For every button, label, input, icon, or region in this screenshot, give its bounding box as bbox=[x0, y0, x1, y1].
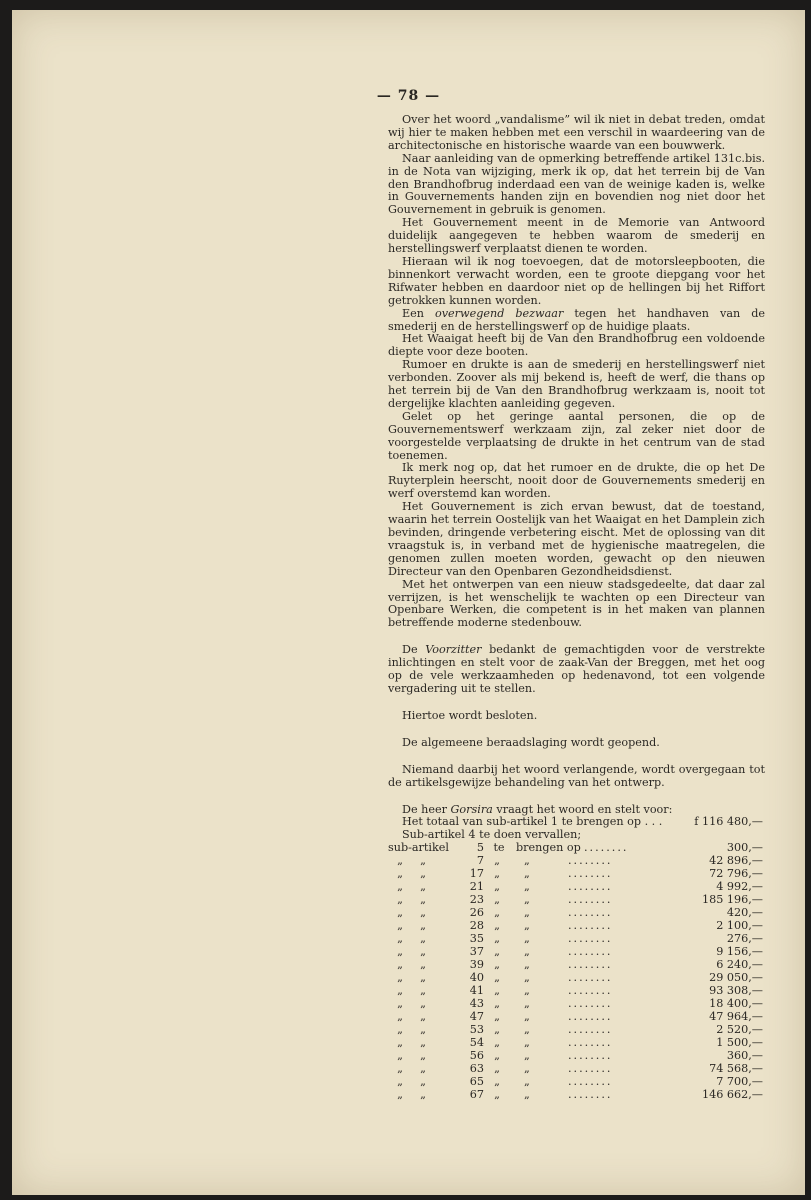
sub-article-number: 40 bbox=[469, 971, 484, 985]
sub-article-number: 17 bbox=[469, 867, 484, 881]
ditto-mark: „ bbox=[524, 919, 530, 933]
ditto-mark: „ bbox=[494, 971, 500, 985]
sub-article-amount: 42 896,— bbox=[709, 854, 763, 868]
sub-article-number: 37 bbox=[469, 945, 484, 959]
emphasis: Voorzitter bbox=[425, 643, 482, 657]
ditto-mark: „ bbox=[494, 1010, 500, 1024]
paragraph-besloten: Hiertoe wordt besloten. bbox=[402, 708, 538, 722]
ditto-mark: „ bbox=[397, 958, 403, 972]
total-text: Het totaal van sub-artikel 1 te brengen op . . . bbox=[402, 815, 663, 829]
sub-article-row bbox=[388, 1024, 765, 1037]
ditto-mark: „ bbox=[524, 984, 530, 998]
ditto-mark: „ bbox=[397, 984, 403, 998]
leader-dots: ........ bbox=[568, 907, 613, 920]
paragraph: Met het ontwerpen van een nieuw stadsgedeelte, dat daar zal verrijzen, is het wenschelijk te wachten op een Directeur van Openbare Werken, die competent is in het maken van plannen betreffende moderne stedenbouw. bbox=[388, 577, 765, 630]
leader-dots: ........ bbox=[568, 868, 613, 881]
sub-article-amount: 2 520,— bbox=[716, 1023, 763, 1037]
sub-article-row bbox=[388, 1089, 765, 1102]
sub-article-number: 54 bbox=[469, 1036, 484, 1050]
page-number: — 78 — bbox=[376, 88, 441, 104]
sub-article-amount: 1 500,— bbox=[716, 1036, 763, 1050]
text-run: vraagt het woord en stelt voor: bbox=[492, 802, 673, 816]
sub-article-amount: 9 156,— bbox=[716, 945, 763, 959]
ditto-mark: „ bbox=[397, 1010, 403, 1024]
paragraph-beraadslaging: De algemeene beraadslaging wordt geopend. bbox=[402, 735, 660, 749]
sub-article-number: 7 bbox=[476, 854, 484, 868]
sub-article-number: 26 bbox=[469, 906, 484, 920]
sub-article-row bbox=[388, 946, 765, 959]
text-run: bedankt de gemachtigden voor de verstrekte inlichtingen en stelt voor de zaak-Van der Breggen, met het oog op de vele werkzaamheden op hedenavond, tot een volgende vergadering uit te stellen. bbox=[388, 643, 765, 695]
ditto-mark: „ bbox=[420, 906, 426, 920]
ditto-mark: „ bbox=[420, 1023, 426, 1037]
ditto-mark: „ bbox=[494, 1036, 500, 1050]
ditto-mark: „ bbox=[524, 1062, 530, 1076]
ditto-mark: „ bbox=[420, 1036, 426, 1050]
leader-dots: ........ bbox=[584, 842, 629, 855]
document-page bbox=[12, 10, 805, 1195]
leader-dots: ........ bbox=[568, 1089, 613, 1102]
sub-article-row bbox=[388, 907, 765, 920]
sub-article-amount: 146 662,— bbox=[701, 1088, 763, 1102]
ditto-mark: „ bbox=[524, 1088, 530, 1102]
ditto-mark: „ bbox=[420, 1075, 426, 1089]
sub-article-row bbox=[388, 894, 765, 907]
text-run: De bbox=[402, 643, 426, 657]
ditto-mark: „ bbox=[494, 1075, 500, 1089]
ditto-mark: „ bbox=[420, 971, 426, 985]
paragraph: Over het woord „vandalisme” wil ik niet in debat treden, omdat wij hier te maken hebben met een verschil in waardeering van de architectonische en historische waarde van een bouwwerk. bbox=[388, 113, 765, 152]
paragraph: Het Waaigat heeft bij de Van den Brandhofbrug een voldoende diepte voor deze booten. bbox=[388, 332, 765, 359]
ditto-mark: „ bbox=[524, 880, 530, 894]
ditto-mark: „ bbox=[524, 906, 530, 920]
leader-dots: ........ bbox=[568, 1076, 613, 1089]
ditto-mark: „ bbox=[397, 1049, 403, 1063]
sub-article-number: 67 bbox=[469, 1088, 484, 1102]
ditto-mark: „ bbox=[524, 971, 530, 985]
sub-article-label: sub-artikel bbox=[388, 841, 449, 855]
paragraph: Naar aanleiding van de opmerking betreffende artikel 131c.bis. in de Nota van wijziging, merk ik op, dat het terrein bij de Van den Brandhofbrug inderdaad een van de weinige kaden is, welke in Gouvernements handen zijn en bovendien nog niet door het Gouvernement in gebruik is genomen. bbox=[388, 151, 765, 217]
paragraph: Hieraan wil ik nog toevoegen, dat de motorsleepbooten, die binnenkort verwacht worden, een te groote diepgang voor het Rifwater hebben en daardoor niet op de hellingen bij het Riffort getrokken kunnen worden. bbox=[388, 254, 765, 307]
sub-article-amount: 360,— bbox=[726, 1049, 763, 1063]
sub-article-number: 21 bbox=[469, 880, 484, 894]
sub-article-number: 5 bbox=[476, 841, 484, 855]
ditto-mark: „ bbox=[494, 984, 500, 998]
ditto-mark: „ bbox=[524, 867, 530, 881]
leader-dots: ........ bbox=[568, 959, 613, 972]
ditto-mark: „ bbox=[420, 984, 426, 998]
ditto-mark: „ bbox=[420, 997, 426, 1011]
sub-article-number: 39 bbox=[469, 958, 484, 972]
ditto-mark: „ bbox=[420, 1062, 426, 1076]
sub-article-row bbox=[388, 868, 765, 881]
sub-article-number: 43 bbox=[469, 997, 484, 1011]
ditto-mark: „ bbox=[397, 1088, 403, 1102]
ditto-mark: „ bbox=[397, 971, 403, 985]
ditto-mark: „ bbox=[524, 1023, 530, 1037]
ditto-mark: „ bbox=[397, 919, 403, 933]
ditto-mark: „ bbox=[420, 880, 426, 894]
sub-article-row bbox=[388, 1037, 765, 1050]
ditto-mark: „ bbox=[397, 1023, 403, 1037]
ditto-mark: „ bbox=[524, 932, 530, 946]
sub-article-amount: 185 196,— bbox=[701, 893, 763, 907]
ditto-mark: „ bbox=[397, 854, 403, 868]
paragraph: Het Gouvernement is zich ervan bewust, dat de toestand, waarin het terrein Oostelijk van het Waaigat en het Damplein zich bevinden, dringende verbetering eischt. Met de oplossing van dit vraagstuk is, in verband met de hygienische maatregelen, die genomen zullen moeten worden, gewacht op den nieuwen Directeur van den Openbaren Gezondheidsdienst. bbox=[388, 500, 765, 578]
ditto-mark: „ bbox=[494, 997, 500, 1011]
ditto-mark: „ bbox=[397, 867, 403, 881]
leader-dots: ........ bbox=[568, 946, 613, 959]
leader-dots: ........ bbox=[568, 933, 613, 946]
ditto-mark: „ bbox=[524, 997, 530, 1011]
ditto-mark: „ bbox=[397, 932, 403, 946]
ditto-mark: „ bbox=[524, 1049, 530, 1063]
sub-article-row bbox=[388, 933, 765, 946]
leader-dots: ........ bbox=[568, 985, 613, 998]
te-word: te bbox=[493, 841, 505, 855]
ditto-mark: „ bbox=[494, 906, 500, 920]
text-run: De heer bbox=[402, 802, 451, 816]
ditto-mark: „ bbox=[397, 906, 403, 920]
sub-article-number: 63 bbox=[469, 1062, 484, 1076]
sub-article-amount: 72 796,— bbox=[709, 867, 763, 881]
sub-article-amount: 29 050,— bbox=[709, 971, 763, 985]
leader-dots: ........ bbox=[568, 855, 613, 868]
paragraph-niemand: Niemand daarbij het woord verlangende, wordt overgegaan tot de artikelsgewijze behandeling van het ontwerp. bbox=[388, 762, 765, 789]
emphasis: overwegend bezwaar bbox=[435, 306, 564, 320]
ditto-mark: „ bbox=[494, 919, 500, 933]
leader-dots: ........ bbox=[568, 1024, 613, 1037]
sub-article-number: 56 bbox=[469, 1049, 484, 1063]
ditto-mark: „ bbox=[524, 893, 530, 907]
leader-dots: ........ bbox=[568, 920, 613, 933]
ditto-mark: „ bbox=[420, 1088, 426, 1102]
sub-article-row bbox=[388, 920, 765, 933]
ditto-mark: „ bbox=[494, 1062, 500, 1076]
sub-article-list bbox=[388, 855, 765, 1102]
ditto-mark: „ bbox=[397, 880, 403, 894]
paragraph: Gelet op het geringe aantal personen, die op de Gouvernementswerf werkzaam zijn, zal zeker niet door de voorgestelde verplaatsing de drukte in het centrum van de stad toenemen. bbox=[388, 409, 765, 462]
leader-dots: ........ bbox=[568, 972, 613, 985]
ditto-mark: „ bbox=[524, 1010, 530, 1024]
brengen-op: brengen op bbox=[516, 841, 581, 855]
ditto-mark: „ bbox=[494, 893, 500, 907]
ditto-mark: „ bbox=[524, 854, 530, 868]
ditto-mark: „ bbox=[397, 1036, 403, 1050]
ditto-mark: „ bbox=[494, 1088, 500, 1102]
ditto-mark: „ bbox=[524, 1075, 530, 1089]
sub-article-amount: 420,— bbox=[726, 906, 763, 920]
ditto-mark: „ bbox=[397, 1075, 403, 1089]
ditto-mark: „ bbox=[420, 893, 426, 907]
ditto-mark: „ bbox=[397, 1062, 403, 1076]
paragraph: Het Gouvernement meent in de Memorie van Antwoord duidelijk aangegeven te hebben waarom de smederij en herstellingswerf verplaatst dienen te worden. bbox=[388, 216, 765, 256]
sub-article-amount: 2 100,— bbox=[716, 919, 763, 933]
paragraph: Ik merk nog op, dat het rumoer en de drukte, die op het De Ruyterplein heerscht, nooit door de Gouvernements smederij en werf overstemd kan worden. bbox=[388, 461, 765, 501]
ditto-mark: „ bbox=[420, 867, 426, 881]
ditto-mark: „ bbox=[420, 919, 426, 933]
total-amount: f 116 480,— bbox=[694, 815, 763, 829]
ditto-mark: „ bbox=[524, 945, 530, 959]
sub-article-number: 28 bbox=[469, 919, 484, 933]
sub-article-amount: 74 568,— bbox=[709, 1062, 763, 1076]
leader-dots: ........ bbox=[568, 894, 613, 907]
ditto-mark: „ bbox=[494, 1023, 500, 1037]
sub-article-number: 23 bbox=[469, 893, 484, 907]
sub-article-amount: 7 700,— bbox=[716, 1075, 763, 1089]
sub-article-amount: 18 400,— bbox=[709, 997, 763, 1011]
ditto-mark: „ bbox=[494, 854, 500, 868]
leader-dots: ........ bbox=[568, 1050, 613, 1063]
amendment-block bbox=[388, 804, 765, 1103]
ditto-mark: „ bbox=[420, 932, 426, 946]
leader-dots: ........ bbox=[568, 1011, 613, 1024]
ditto-mark: „ bbox=[494, 880, 500, 894]
leader-dots: ........ bbox=[568, 998, 613, 1011]
ditto-mark: „ bbox=[524, 1036, 530, 1050]
sub-article-amount: 47 964,— bbox=[709, 1010, 763, 1024]
ditto-mark: „ bbox=[397, 893, 403, 907]
ditto-mark: „ bbox=[397, 945, 403, 959]
ditto-mark: „ bbox=[494, 867, 500, 881]
ditto-mark: „ bbox=[420, 854, 426, 868]
sub-article-amount: 93 308,— bbox=[709, 984, 763, 998]
ditto-mark: „ bbox=[397, 997, 403, 1011]
ditto-mark: „ bbox=[494, 958, 500, 972]
ditto-mark: „ bbox=[420, 945, 426, 959]
leader-dots: ........ bbox=[568, 1037, 613, 1050]
sub-article-number: 41 bbox=[469, 984, 484, 998]
leader-dots: ........ bbox=[568, 881, 613, 894]
sub-article-amount: 4 992,— bbox=[716, 880, 763, 894]
sub-article-amount: 6 240,— bbox=[716, 958, 763, 972]
emphasis: Gorsira bbox=[450, 802, 493, 816]
sub-article-number: 65 bbox=[469, 1075, 484, 1089]
body-text bbox=[388, 114, 765, 1102]
text-run: tegen het handhaven van de smederij en de herstellingswerf op de huidige plaats. bbox=[388, 306, 765, 333]
ditto-mark: „ bbox=[420, 1010, 426, 1024]
ditto-mark: „ bbox=[494, 1049, 500, 1063]
ditto-mark: „ bbox=[494, 945, 500, 959]
sub-article-number: 47 bbox=[469, 1010, 484, 1024]
sub-article-amount: 276,— bbox=[726, 932, 763, 946]
paragraph-voorzitter bbox=[388, 644, 765, 696]
ditto-mark: „ bbox=[420, 1049, 426, 1063]
ditto-mark: „ bbox=[420, 958, 426, 972]
sub-article-row bbox=[388, 1063, 765, 1076]
sub-article-number: 53 bbox=[469, 1023, 484, 1037]
paragraph-bezwaar bbox=[388, 308, 765, 334]
text-run: Een bbox=[402, 306, 435, 320]
vervallen-line: Sub-artikel 4 te doen vervallen; bbox=[402, 828, 582, 842]
paragraph: Rumoer en drukte is aan de smederij en herstellingswerf niet verbonden. Zoover als mij bekend is, heeft de werf, die thans op het terrein bij de Van den Brandhofbrug werkzaam is, nooit tot dergelijke klachten aanleiding gegeven. bbox=[388, 358, 765, 410]
sub-article-amount: 300,— bbox=[726, 841, 763, 855]
ditto-mark: „ bbox=[494, 932, 500, 946]
leader-dots: ........ bbox=[568, 1063, 613, 1076]
sub-article-row bbox=[388, 1011, 765, 1024]
ditto-mark: „ bbox=[524, 958, 530, 972]
sub-article-number: 35 bbox=[469, 932, 484, 946]
